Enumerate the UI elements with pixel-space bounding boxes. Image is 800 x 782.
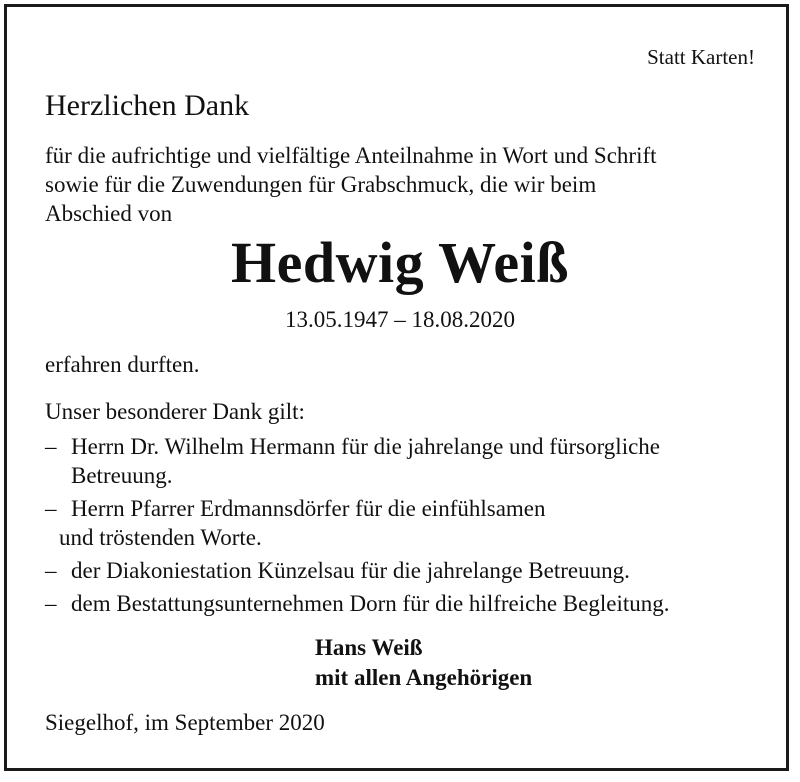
life-dates: 13.05.1947 – 18.08.2020 (285, 307, 515, 332)
dash-bullet: – (45, 558, 57, 583)
thanks-item (45, 556, 785, 585)
thanks-item-line: Herrn Pfarrer Erdmannsdörfer für die einfühlsamen (71, 496, 546, 521)
thanks-list (45, 432, 785, 622)
thanks-item (45, 494, 785, 552)
thanks-item-line: und tröstenden Worte. (59, 525, 262, 550)
notice-heading: Herzlichen Dank (45, 89, 250, 122)
signature (315, 633, 532, 693)
intro-line: Abschied von (45, 201, 173, 226)
thanks-item-line: Herrn Dr. Wilhelm Hermann für die jahrelange und fürsorgliche (71, 434, 661, 459)
deceased-name: Hedwig Weiß (231, 230, 569, 295)
after-name-text: erfahren durften. (45, 352, 200, 377)
signature-relatives: mit allen Angehörigen (315, 665, 533, 690)
intro-line: für die aufrichtige und vielfältige Anteilnahme in Wort und Schrift (45, 143, 657, 168)
dash-bullet: – (45, 434, 57, 459)
thanks-item (45, 589, 785, 618)
thanks-intro: Unser besonderer Dank gilt: (45, 399, 305, 424)
thanks-item-line: Betreuung. (71, 463, 173, 488)
place-date: Siegelhof, im September 2020 (45, 710, 325, 735)
intro-text (45, 141, 775, 228)
intro-line: sowie für die Zuwendungen für Grabschmuck, die wir beim (45, 172, 597, 197)
dash-bullet: – (45, 496, 57, 521)
thanks-item (45, 432, 785, 490)
thanks-item-line: dem Bestattungsunternehmen Dorn für die hilfreiche Begleitung. (71, 591, 670, 616)
thanks-item-line: der Diakoniestation Künzelsau für die jahrelange Betreuung. (71, 558, 630, 583)
statt-karten-label: Statt Karten! (647, 45, 755, 69)
dash-bullet: – (45, 591, 57, 616)
signature-name: Hans Weiß (315, 635, 423, 660)
